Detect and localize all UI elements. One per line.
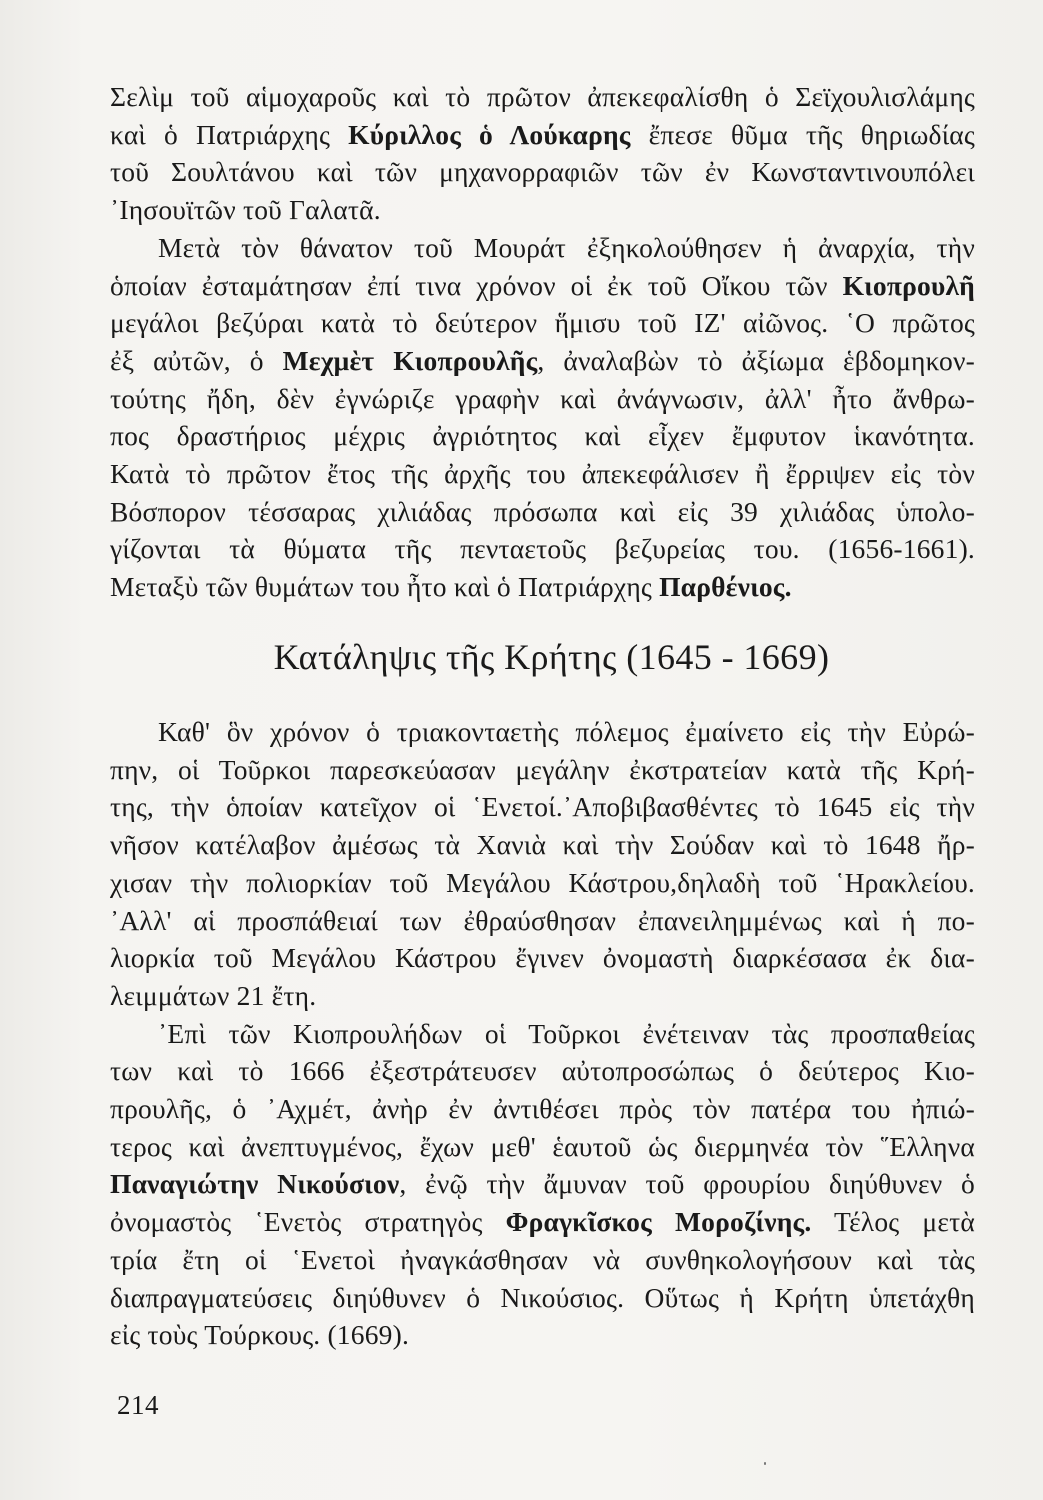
text-line: ἐξ αὐτῶν, ὁ Μεχμὲτ Κιοπρουλῆς, ἀναλαβὼν τὸ ἀξίωμα ἑβδομηκον- — [110, 344, 975, 376]
text-line: ᾿Επὶ τῶν Κιοπρουλήδων οἱ Τοῦρκοι ἐνέτειναν τὰς προσπαθείας — [158, 1017, 975, 1049]
name-parthenios: Παρθένιος. — [659, 571, 792, 603]
text-line: διαπραγματεύσεις διηύθυνεν ὁ Νικούσιος. Οὕτως ἡ Κρήτη ὑπετάχθη — [110, 1281, 975, 1313]
name-mehmet-kioproulis: Μεχμὲτ Κιοπρουλῆς — [282, 344, 538, 376]
text-line: νῆσον κατέλαβον ἀμέσως τὰ Χανιὰ καὶ τὴν Σούδαν καὶ τὸ 1648 ἤρ- — [110, 829, 975, 861]
text-line: Μετὰ τὸν θάνατον τοῦ Μουράτ ἐξηκολούθησεν ἡ ἀναρχία, τὴν — [158, 231, 975, 263]
paper-speck — [764, 1462, 766, 1465]
text-line: τερος καὶ ἀνεπτυγμένος, ἔχων μεθ' ἑαυτοῦ ὡς διερμηνέα τὸν ῞Ελληνα — [110, 1130, 975, 1162]
text-line: μεγάλοι βεζύραι κατὰ τὸ δεύτερον ἥμισυ τοῦ ΙΖ' αἰῶνος. ῾Ο πρῶτος — [110, 307, 975, 339]
name-kyrillos-loukaris: Κύριλλος ὁ Λούκαρης — [348, 118, 631, 150]
text-line: ὀνομαστὸς ῾Ενετὸς στρατηγὸς Φραγκῖσκος Μοροζίνης. Τέλος μετὰ — [110, 1206, 975, 1238]
text-line: λειμμάτων 21 ἔτη. — [110, 979, 317, 1011]
text-line: πην, οἱ Τοῦρκοι παρεσκεύασαν μεγάλην ἐκστρατείαν κατὰ τῆς Κρή- — [110, 753, 975, 785]
text-line: Μεταξὺ τῶν θυμάτων του ἦτο καὶ ὁ Πατριάρχης Παρθένιος. — [110, 571, 792, 603]
text-line: ᾿Ιησουϊτῶν τοῦ Γαλατᾶ. — [110, 194, 381, 226]
text-block-bottom — [110, 713, 975, 1354]
page-number: 214 — [117, 1390, 159, 1420]
text-line: εἰς τοὺς Τούρκους. (1669). — [110, 1319, 410, 1351]
text-line: Καθ' ὃν χρόνον ὁ τριακονταετὴς πόλεμος ἐμαίνετο εἰς τὴν Εὐρώ- — [158, 716, 975, 747]
name-kioproulis-family: Κιοπρουλῆ — [842, 269, 975, 301]
text-line: τοῦ Σουλτάνου καὶ τῶν μηχανορραφιῶν τῶν ἐν Κωνσταντινουπόλει — [110, 156, 975, 188]
text-block-top — [110, 78, 975, 606]
text-line: τρία ἔτη οἱ ῾Ενετοὶ ἠναγκάσθησαν νὰ συνθηκολογήσουν καὶ τὰς — [110, 1243, 975, 1275]
text-line: γίζονται τὰ θύματα τῆς πενταετοῦς βεζυρείας του. (1656-1661). — [110, 533, 975, 565]
text-line: λιορκία τοῦ Μεγάλου Κάστρου ἔγινεν ὀνομαστὴ διαρκέσασα ἐκ δια- — [110, 942, 975, 974]
paragraph-2 — [110, 229, 975, 606]
text-line: καὶ ὁ Πατριάρχης Κύριλλος ὁ Λούκαρης ἔπεσε θῦμα τῆς θηριωδίας — [110, 118, 976, 150]
text-line: χισαν τὴν πολιορκίαν τοῦ Μεγάλου Κάστρου,δηλαδὴ τοῦ ῾Ηρακλείου. — [110, 866, 975, 898]
paragraph-1 — [110, 78, 975, 229]
text-line: Σελὶμ τοῦ αἱμοχαροῦς καὶ τὸ πρῶτον ἀπεκεφαλίσθη ὁ Σεϊχουλισλάμης — [110, 81, 975, 112]
text-line: ᾿Αλλ' αἱ προσπάθειαί των ἐθραύσθησαν ἐπανειλημμένως καὶ ἡ πο- — [110, 904, 975, 936]
text-line: Παναγιώτην Νικούσιον, ἐνῷ τὴν ἄμυναν τοῦ φρουρίου διηύθυνεν ὁ — [110, 1168, 975, 1200]
section-heading: Κατάληψις τῆς Κρήτης (1645 - 1669) — [273, 637, 830, 677]
text-line: της, τὴν ὁποίαν κατεῖχον οἱ ῾Ενετοί.᾿Αποβιβασθέντες τὸ 1645 εἰς τὴν — [110, 791, 975, 823]
name-panagiotis-nikousios: Παναγιώτην Νικούσιον — [110, 1168, 400, 1200]
text-line: ὁποίαν ἐσταμάτησαν ἐπί τινα χρόνον οἱ ἐκ τοῦ Οἴκου τῶν Κιοπρουλῆ — [110, 269, 975, 301]
text-line: Κατὰ τὸ πρῶτον ἔτος τῆς ἀρχῆς του ἀπεκεφάλισεν ἢ ἔρριψεν εἰς τὸν — [110, 458, 975, 490]
text-line: προυλῆς, ὁ ᾿Αχμέτ, ἀνὴρ ἐν ἀντιθέσει πρὸς τὸν πατέρα του ἠπιώ- — [110, 1093, 975, 1125]
text-line: των καὶ τὸ 1666 ἐξεστράτευσεν αὐτοπροσώπως ὁ δεύτερος Κιο- — [110, 1055, 975, 1087]
text-line: τούτης ἤδη, δὲν ἐγνώριζε γραφὴν καὶ ἀνάγνωσιν, ἀλλ' ἦτο ἄνθρω- — [110, 382, 975, 414]
text-line: Βόσπορον τέσσαρας χιλιάδας πρόσωπα καὶ εἰς 39 χιλιάδας ὑπολο- — [110, 495, 975, 527]
paragraph-4 — [110, 1015, 975, 1354]
paragraph-3 — [110, 713, 975, 1015]
name-frangiskos-morozinis: Φραγκῖσκος Μοροζίνης. — [505, 1206, 812, 1238]
text-line: πος δραστήριος μέχρις ἀγριότητος καὶ εἶχεν ἔμφυτον ἱκανότητα. — [110, 420, 975, 452]
